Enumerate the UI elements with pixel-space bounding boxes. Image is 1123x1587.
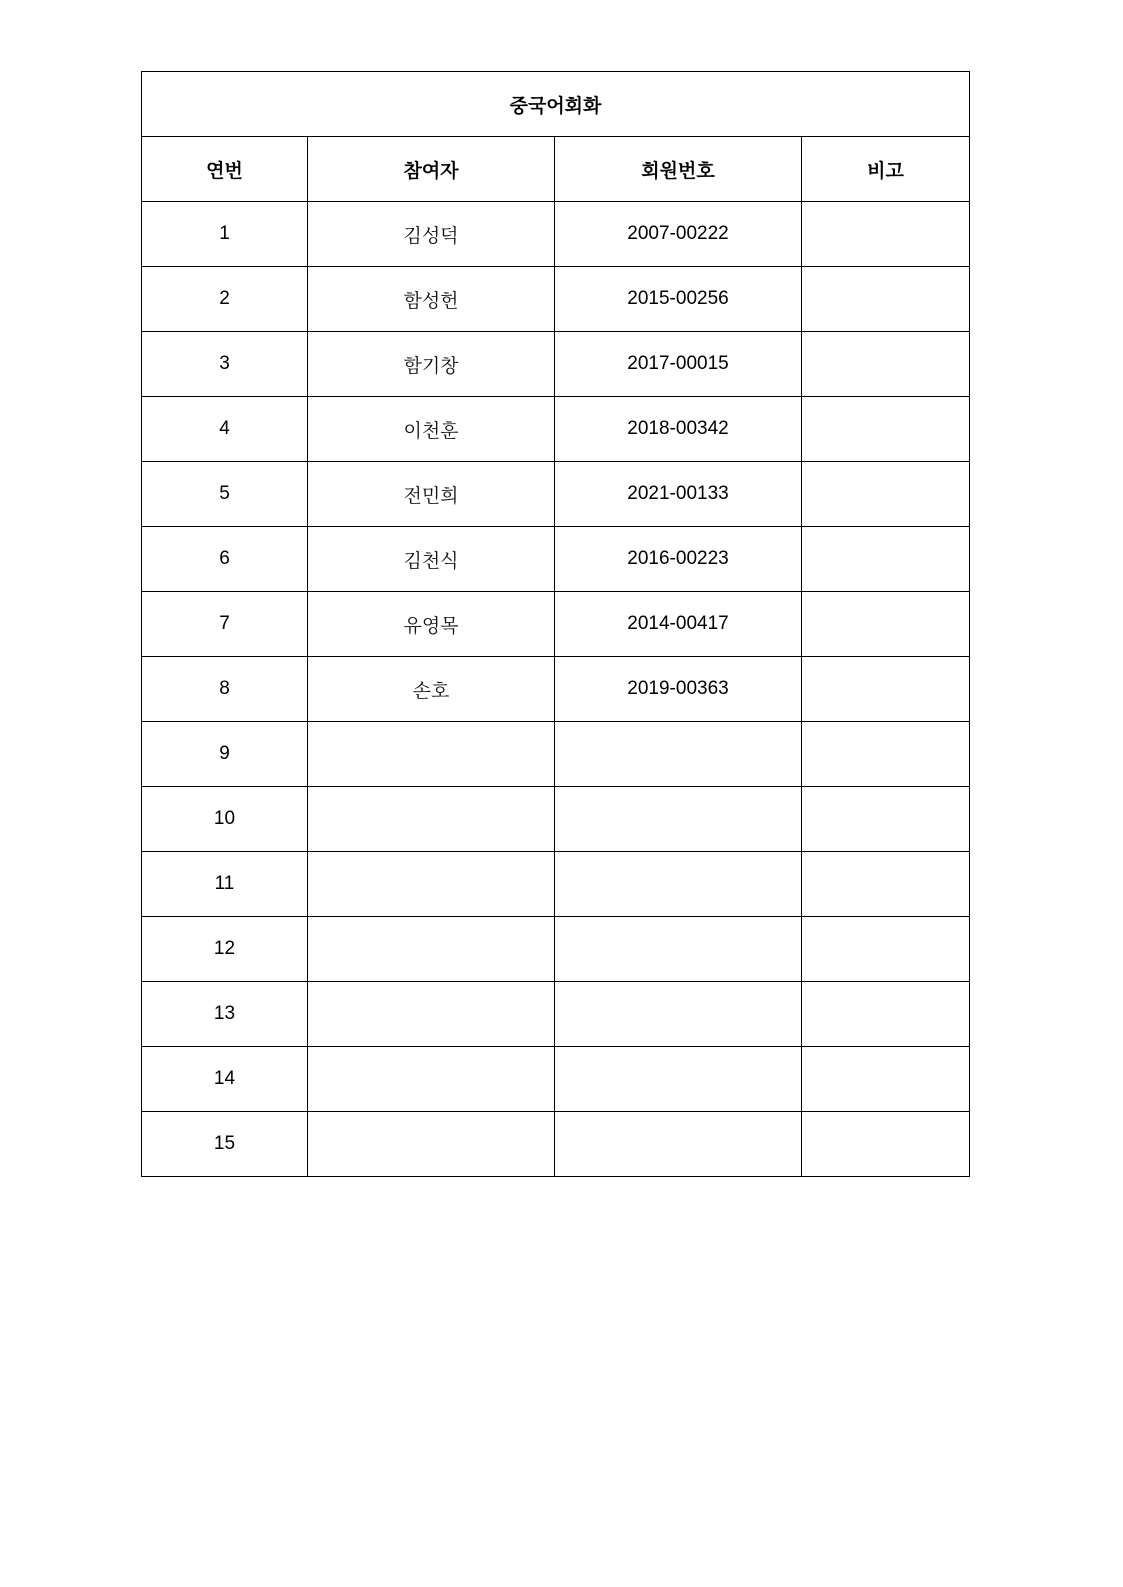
member-id [555,1112,802,1177]
row-number: 3 [142,332,308,397]
participant-table [141,71,970,1177]
note-cell [802,527,970,592]
member-id: 2007-00222 [555,202,802,267]
row-number: 15 [142,1112,308,1177]
table-row [142,982,970,1047]
participant-name: 함기창 [308,332,555,397]
table-row [142,1112,970,1177]
member-id: 2021-00133 [555,462,802,527]
note-cell [802,462,970,527]
row-number: 8 [142,657,308,722]
header-row [142,137,970,202]
row-number: 14 [142,1047,308,1112]
participant-name: 유영목 [308,592,555,657]
row-number: 9 [142,722,308,787]
member-id [555,852,802,917]
member-id: 2017-00015 [555,332,802,397]
table-row [142,332,970,397]
row-number: 6 [142,527,308,592]
table-row [142,592,970,657]
row-number: 2 [142,267,308,332]
member-id: 2018-00342 [555,397,802,462]
row-number: 12 [142,917,308,982]
note-cell [802,787,970,852]
column-header-number: 연번 [142,137,308,202]
table-row [142,917,970,982]
column-header-participant: 참여자 [308,137,555,202]
member-id: 2016-00223 [555,527,802,592]
participant-name [308,1047,555,1112]
note-cell [802,332,970,397]
row-number: 13 [142,982,308,1047]
participant-name: 김성덕 [308,202,555,267]
participant-name [308,722,555,787]
row-number: 5 [142,462,308,527]
note-cell [802,1047,970,1112]
note-cell [802,852,970,917]
table-row [142,657,970,722]
participant-name: 전민희 [308,462,555,527]
participant-name [308,917,555,982]
column-header-member-id: 회원번호 [555,137,802,202]
note-cell [802,917,970,982]
row-number: 4 [142,397,308,462]
note-cell [802,397,970,462]
participant-name [308,852,555,917]
participant-name [308,982,555,1047]
column-header-note: 비고 [802,137,970,202]
member-id [555,1047,802,1112]
note-cell [802,202,970,267]
table-row [142,267,970,332]
note-cell [802,592,970,657]
note-cell [802,267,970,332]
member-id [555,917,802,982]
row-number: 1 [142,202,308,267]
note-cell [802,982,970,1047]
row-number: 7 [142,592,308,657]
table-row [142,202,970,267]
row-number: 10 [142,787,308,852]
table-row [142,787,970,852]
member-id [555,787,802,852]
table-row [142,852,970,917]
participant-name: 함성헌 [308,267,555,332]
table-title: 중국어회화 [142,72,970,137]
participant-name [308,1112,555,1177]
member-id [555,722,802,787]
table-row [142,397,970,462]
note-cell [802,722,970,787]
participant-name: 손호 [308,657,555,722]
table-row [142,1047,970,1112]
table-row [142,527,970,592]
title-row [142,72,970,137]
note-cell [802,1112,970,1177]
participant-name: 이천훈 [308,397,555,462]
member-id: 2015-00256 [555,267,802,332]
member-id: 2019-00363 [555,657,802,722]
participant-name: 김천식 [308,527,555,592]
member-id [555,982,802,1047]
row-number: 11 [142,852,308,917]
table-row [142,462,970,527]
member-id: 2014-00417 [555,592,802,657]
table-row [142,722,970,787]
participant-name [308,787,555,852]
note-cell [802,657,970,722]
